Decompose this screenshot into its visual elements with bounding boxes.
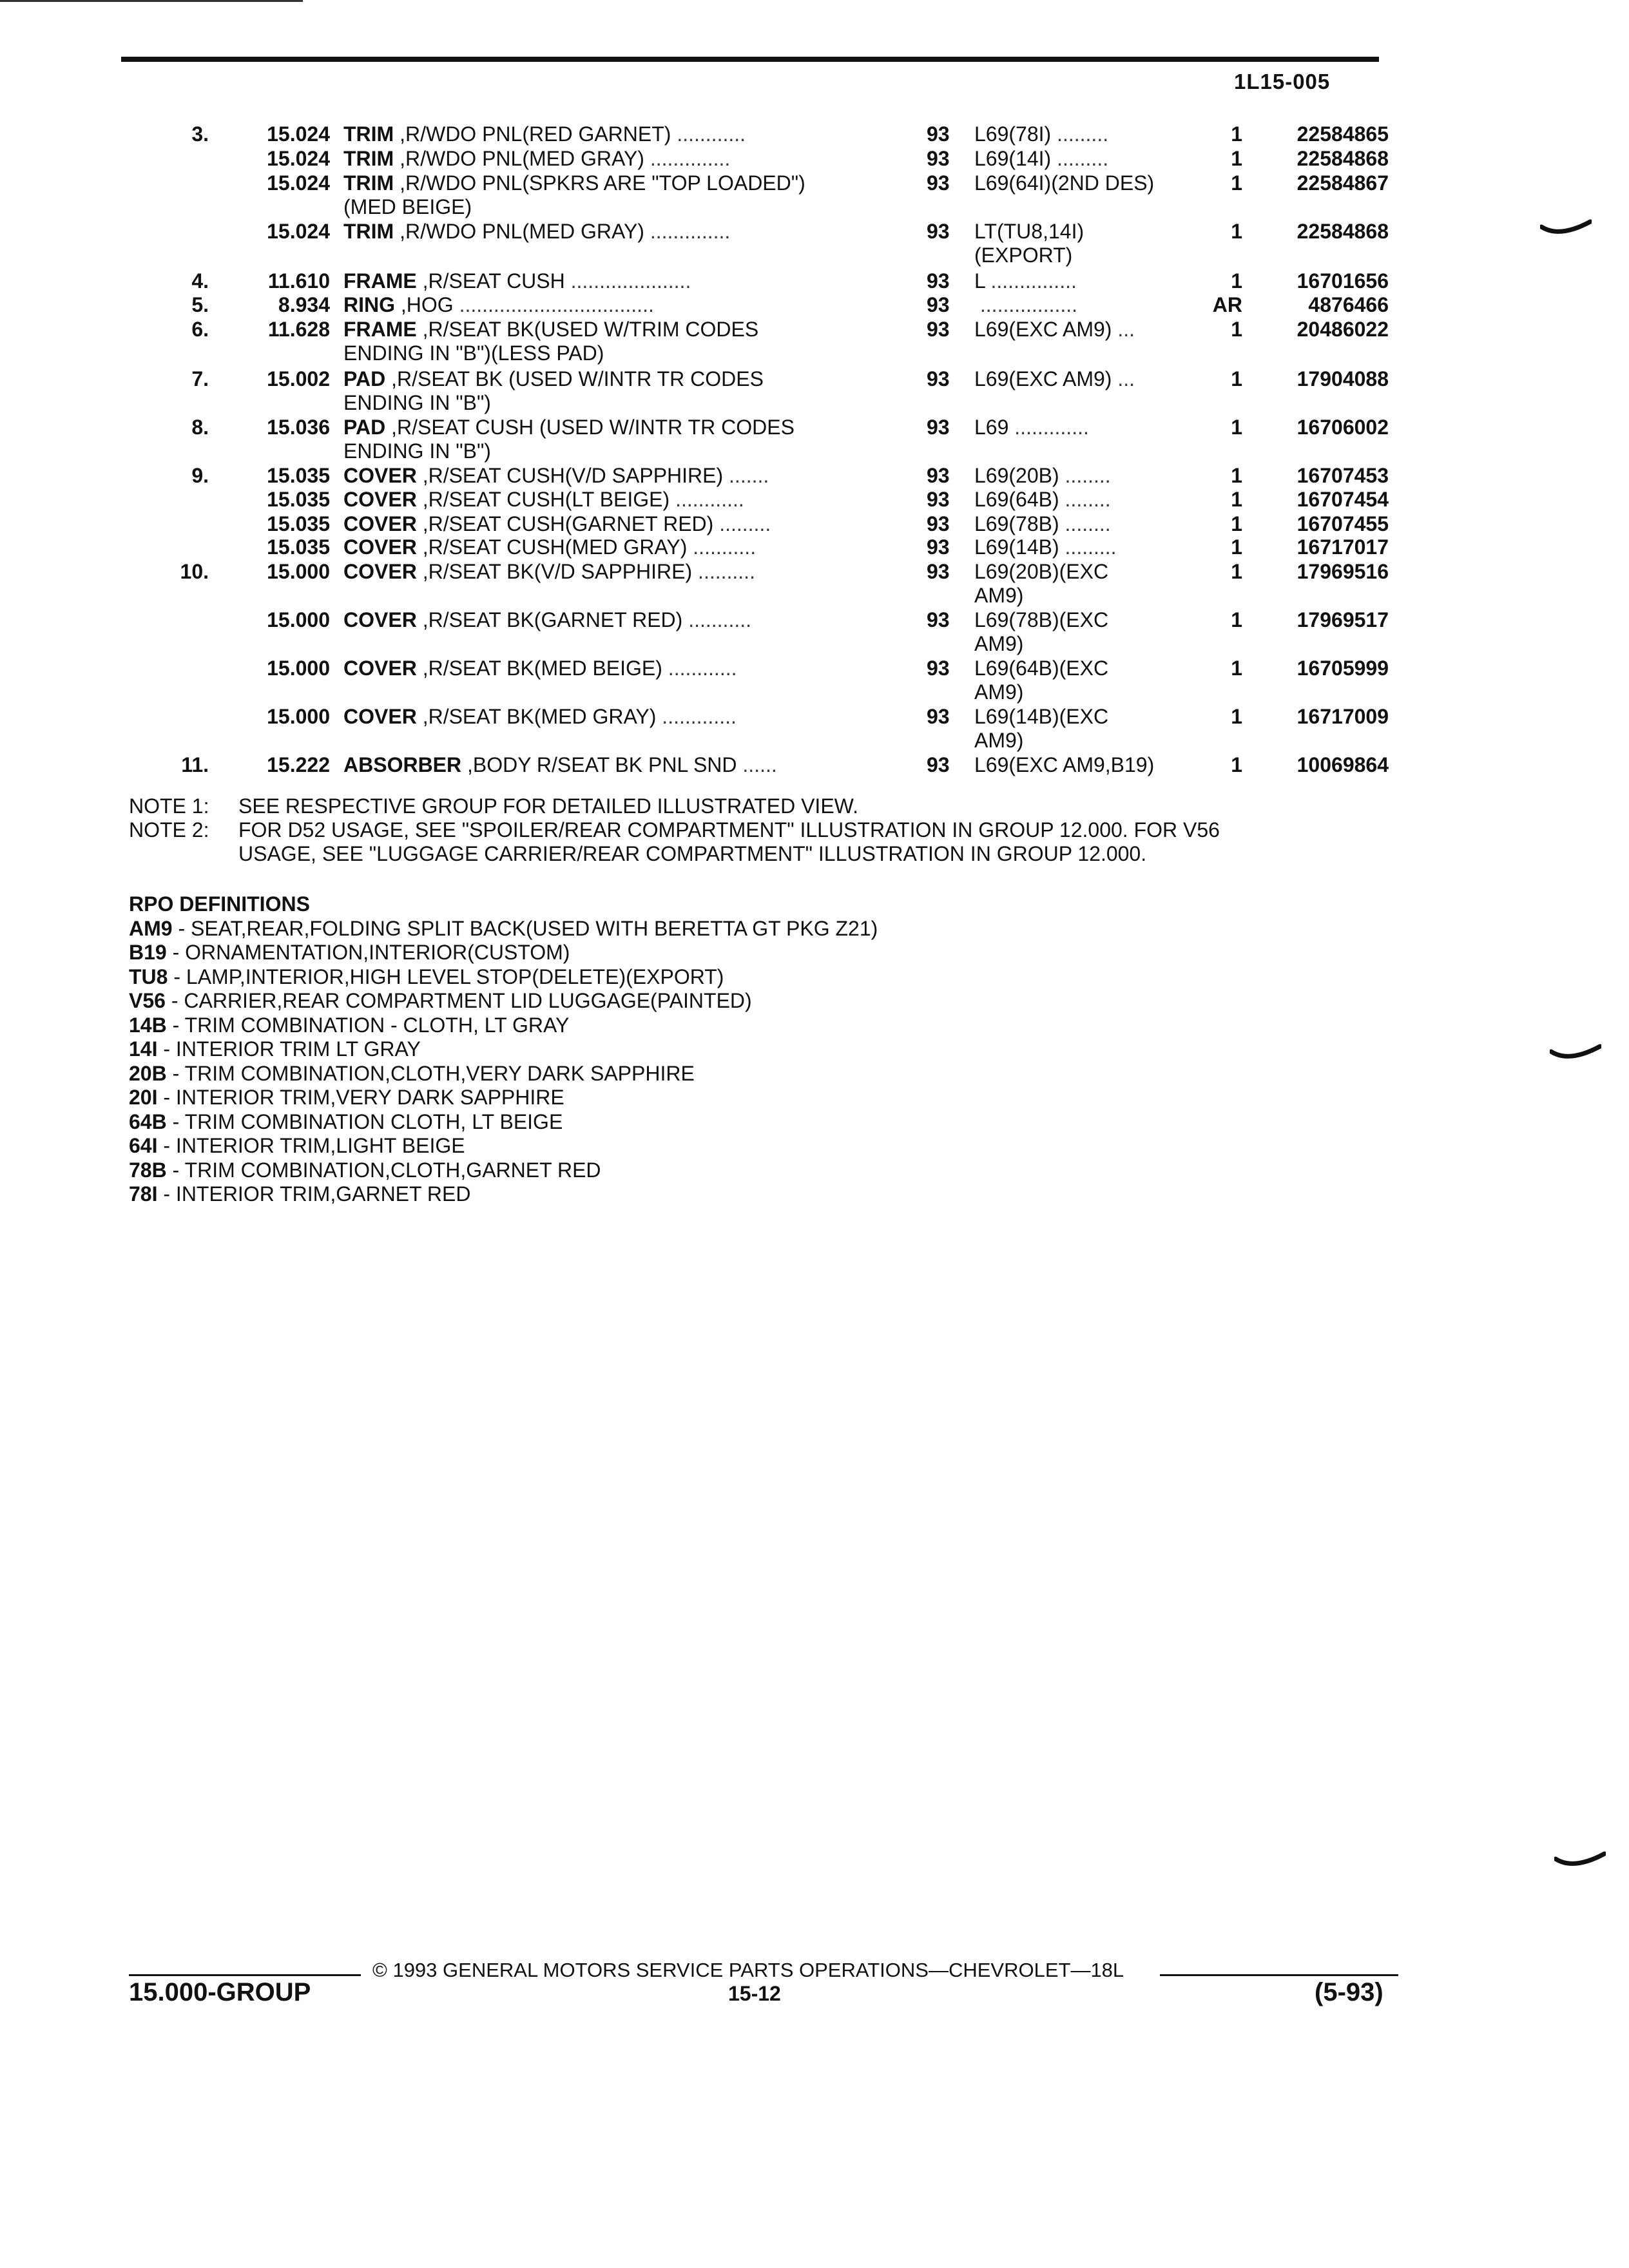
part-ref: 4. bbox=[191, 269, 209, 293]
rpo-code: 78I bbox=[129, 1182, 158, 1206]
model-code: L69(78I) bbox=[974, 122, 1052, 146]
part-number: 10069864 bbox=[1296, 753, 1389, 776]
model-code: L69(20B)(EXC AM9) bbox=[974, 560, 1109, 607]
part-description bbox=[343, 220, 882, 244]
footer-rule-right bbox=[1160, 1974, 1398, 1976]
part-group: 15.024 bbox=[267, 122, 330, 146]
leader-dots: ................. bbox=[974, 293, 1078, 316]
part-description bbox=[343, 753, 882, 777]
rpo-item bbox=[129, 941, 1224, 965]
part-year: 93 bbox=[927, 147, 950, 170]
part-ref: 8. bbox=[191, 416, 209, 439]
rpo-item bbox=[129, 1037, 1224, 1062]
part-name: RING bbox=[343, 293, 395, 316]
part-detail: ,R/SEAT CUSH(LT BEIGE) bbox=[416, 488, 670, 511]
part-year: 93 bbox=[927, 367, 950, 390]
part-number: 16701656 bbox=[1296, 269, 1389, 293]
part-group: 15.000 bbox=[267, 657, 330, 680]
rpo-code: AM9 bbox=[129, 916, 173, 940]
part-number: 16717009 bbox=[1296, 705, 1389, 728]
rpo-item bbox=[129, 1134, 1224, 1158]
part-detail: ,R/SEAT CUSH(GARNET RED) bbox=[416, 512, 714, 535]
rpo-item bbox=[129, 917, 1224, 941]
part-model bbox=[974, 293, 1197, 317]
part-group: 15.024 bbox=[267, 220, 330, 243]
rpo-item bbox=[129, 1110, 1224, 1135]
part-group: 15.024 bbox=[267, 147, 330, 170]
part-model bbox=[974, 488, 1197, 512]
leader-dots: ............. bbox=[656, 705, 737, 728]
part-number: 17969516 bbox=[1296, 560, 1389, 583]
leader-dots: .......... bbox=[692, 560, 755, 583]
part-detail: ,R/SEAT BK (USED W/INTR TR CODES ENDING IN "B") bbox=[343, 367, 764, 414]
part-group: 15.024 bbox=[267, 171, 330, 195]
part-detail: ,R/SEAT CUSH(V/D SAPPHIRE) bbox=[416, 464, 724, 487]
part-name: COVER bbox=[343, 560, 417, 583]
model-code: L69(20B) bbox=[974, 464, 1059, 487]
rpo-text: - TRIM COMBINATION - CLOTH, LT GRAY bbox=[166, 1013, 570, 1037]
model-code: L bbox=[974, 269, 985, 293]
part-qty: 1 bbox=[1231, 488, 1242, 511]
part-detail: ,R/SEAT BK(USED W/TRIM CODES ENDING IN "B")(LESS PAD) bbox=[343, 318, 759, 365]
part-description bbox=[343, 147, 882, 171]
part-model bbox=[974, 705, 1197, 753]
rpo-code: 78B bbox=[129, 1158, 167, 1182]
part-description bbox=[343, 464, 882, 488]
part-description bbox=[343, 367, 882, 415]
part-qty: 1 bbox=[1231, 657, 1242, 680]
part-ref: 3. bbox=[191, 122, 209, 146]
part-model bbox=[974, 220, 1197, 267]
header-rule bbox=[121, 57, 1379, 62]
part-year: 93 bbox=[927, 753, 950, 776]
part-description bbox=[343, 293, 882, 317]
part-model bbox=[974, 147, 1197, 171]
page-code: 1L15-005 bbox=[1234, 70, 1331, 93]
rpo-definitions bbox=[129, 892, 1224, 1207]
leader-dots: ............ bbox=[671, 122, 746, 146]
part-qty: 1 bbox=[1231, 416, 1242, 439]
part-description bbox=[343, 560, 882, 584]
part-description bbox=[343, 122, 882, 146]
part-qty: 1 bbox=[1231, 560, 1242, 583]
note-text: FOR D52 USAGE, SEE "SPOILER/REAR COMPARTMENT" ILLUSTRATION IN GROUP 12.000. FOR V56 USAGE, SEE "LUGGAGE CARRIER/REAR COMPARTMENT" ILLUSTRATION IN GROUP 12.000. bbox=[238, 818, 1220, 865]
model-code: L69(64I)(2ND DES) bbox=[974, 171, 1155, 195]
part-detail: ,R/WDO PNL(MED GRAY) bbox=[394, 147, 644, 170]
part-year: 93 bbox=[927, 318, 950, 341]
part-number: 16717017 bbox=[1296, 535, 1389, 559]
part-name: FRAME bbox=[343, 318, 417, 341]
rpo-item bbox=[129, 1062, 1224, 1086]
part-year: 93 bbox=[927, 657, 950, 680]
leader-dots: ......... bbox=[713, 512, 771, 535]
part-detail: ,R/SEAT BK(V/D SAPPHIRE) bbox=[416, 560, 693, 583]
rpo-list bbox=[129, 917, 1224, 1207]
part-group: 15.000 bbox=[267, 608, 330, 631]
part-model bbox=[974, 535, 1197, 559]
part-description bbox=[343, 608, 882, 632]
part-model bbox=[974, 269, 1197, 293]
part-qty: 1 bbox=[1231, 269, 1242, 293]
rpo-item bbox=[129, 1014, 1224, 1038]
leader-dots: ... bbox=[1112, 318, 1135, 341]
binder-tick-mark-icon bbox=[1540, 219, 1592, 238]
footer-page-number: 15-12 bbox=[728, 1982, 781, 2005]
leader-dots: .............. bbox=[644, 220, 731, 243]
model-code: L69(14B)(EXC AM9) bbox=[974, 705, 1109, 752]
model-code: L69(64B)(EXC AM9) bbox=[974, 657, 1109, 704]
part-detail: ,R/SEAT BK(MED GRAY) bbox=[416, 705, 657, 728]
part-group: 15.035 bbox=[267, 464, 330, 487]
part-name: TRIM bbox=[343, 147, 394, 170]
part-qty: 1 bbox=[1231, 512, 1242, 535]
leader-dots: ......... bbox=[1051, 122, 1109, 146]
part-name: COVER bbox=[343, 608, 417, 631]
part-number: 17969517 bbox=[1296, 608, 1389, 631]
part-qty: 1 bbox=[1231, 122, 1242, 146]
model-code: L69(14I) bbox=[974, 147, 1052, 170]
part-group: 15.035 bbox=[267, 512, 330, 535]
binder-tick-mark-icon bbox=[1550, 1044, 1601, 1063]
part-model bbox=[974, 608, 1197, 656]
part-year: 93 bbox=[927, 512, 950, 535]
part-model bbox=[974, 560, 1197, 608]
part-number: 16707454 bbox=[1296, 488, 1389, 511]
part-name: TRIM bbox=[343, 171, 394, 195]
model-code: L69(EXC AM9,B19) bbox=[974, 753, 1155, 776]
part-name: COVER bbox=[343, 464, 417, 487]
rpo-text: - INTERIOR TRIM,VERY DARK SAPPHIRE bbox=[157, 1086, 564, 1109]
part-name: ABSORBER bbox=[343, 753, 462, 776]
part-detail: ,R/WDO PNL(RED GARNET) bbox=[394, 122, 671, 146]
part-number: 16706002 bbox=[1296, 416, 1389, 439]
part-detail: ,BODY R/SEAT BK PNL SND bbox=[461, 753, 737, 776]
part-number: 22584865 bbox=[1296, 122, 1389, 146]
rpo-text: - ORNAMENTATION,INTERIOR(CUSTOM) bbox=[166, 941, 570, 964]
part-number: 22584868 bbox=[1296, 147, 1389, 170]
part-ref: 9. bbox=[191, 464, 209, 487]
part-ref: 11. bbox=[181, 753, 209, 776]
rpo-code: B19 bbox=[129, 941, 167, 964]
leader-dots: ........... bbox=[682, 608, 751, 631]
leader-dots: ..................... bbox=[564, 269, 691, 293]
part-name: TRIM bbox=[343, 122, 394, 146]
part-description bbox=[343, 535, 882, 559]
model-code: L69(78B) bbox=[974, 512, 1059, 535]
rpo-text: - INTERIOR TRIM,LIGHT BEIGE bbox=[157, 1134, 465, 1157]
part-detail: ,R/SEAT CUSH (USED W/INTR TR CODES ENDING IN "B") bbox=[343, 416, 795, 463]
rpo-title: RPO DEFINITIONS bbox=[129, 892, 310, 916]
part-year: 93 bbox=[927, 608, 950, 631]
part-detail: ,R/SEAT CUSH bbox=[416, 269, 565, 293]
part-model bbox=[974, 512, 1197, 536]
part-year: 93 bbox=[927, 293, 950, 316]
leader-dots: ....... bbox=[723, 464, 769, 487]
leader-dots: ........ bbox=[1059, 464, 1111, 487]
part-name: FRAME bbox=[343, 269, 417, 293]
note-text: SEE RESPECTIVE GROUP FOR DETAILED ILLUSTRATED VIEW. bbox=[238, 794, 858, 818]
leader-dots: ......... bbox=[1059, 535, 1117, 559]
note-2 bbox=[129, 818, 1418, 866]
part-description bbox=[343, 416, 882, 463]
rpo-code: 20B bbox=[129, 1061, 167, 1085]
rpo-text: - INTERIOR TRIM,GARNET RED bbox=[157, 1182, 471, 1206]
leader-dots: .............. bbox=[644, 147, 731, 170]
rpo-code: TU8 bbox=[129, 965, 168, 988]
part-number: 22584868 bbox=[1296, 220, 1389, 243]
part-detail: ,R/WDO PNL(SPKRS ARE "TOP LOADED") (MED BEIGE) bbox=[343, 171, 805, 218]
part-group: 11.610 bbox=[267, 269, 330, 293]
model-code: L69 bbox=[974, 416, 1009, 439]
leader-dots: ......... bbox=[1051, 147, 1109, 170]
rpo-code: V56 bbox=[129, 989, 166, 1012]
part-year: 93 bbox=[927, 535, 950, 559]
rpo-item bbox=[129, 1182, 1224, 1207]
part-year: 93 bbox=[927, 220, 950, 243]
part-year: 93 bbox=[927, 705, 950, 728]
part-group: 15.000 bbox=[267, 705, 330, 728]
part-number: 4876466 bbox=[1308, 293, 1389, 316]
part-ref: 5. bbox=[191, 293, 209, 316]
part-group: 15.000 bbox=[267, 560, 330, 583]
part-ref: 6. bbox=[191, 318, 209, 341]
part-description bbox=[343, 657, 882, 680]
footer-group: 15.000-GROUP bbox=[129, 1978, 311, 2006]
rpo-item bbox=[129, 1086, 1224, 1110]
rpo-code: 64B bbox=[129, 1110, 167, 1133]
part-qty: 1 bbox=[1231, 705, 1242, 728]
part-detail: ,R/SEAT BK(MED BEIGE) bbox=[416, 657, 662, 680]
rpo-text: - LAMP,INTERIOR,HIGH LEVEL STOP(DELETE)(EXPORT) bbox=[168, 965, 724, 988]
part-model bbox=[974, 318, 1197, 341]
leader-dots: ............. bbox=[1008, 416, 1089, 439]
rpo-item bbox=[129, 989, 1224, 1014]
part-group: 15.035 bbox=[267, 535, 330, 559]
part-qty: 1 bbox=[1231, 608, 1242, 631]
binder-tick-mark-icon bbox=[1554, 1851, 1606, 1870]
part-name: COVER bbox=[343, 657, 417, 680]
part-qty: 1 bbox=[1231, 753, 1242, 776]
rpo-text: - CARRIER,REAR COMPARTMENT LID LUGGAGE(PAINTED) bbox=[165, 989, 752, 1012]
part-name: COVER bbox=[343, 705, 417, 728]
part-group: 15.222 bbox=[267, 753, 330, 776]
footer-date: (5-93) bbox=[1315, 1978, 1383, 2006]
part-name: COVER bbox=[343, 512, 417, 535]
leader-dots: ............ bbox=[662, 657, 737, 680]
part-model bbox=[974, 657, 1197, 704]
part-name: PAD bbox=[343, 367, 386, 390]
part-group: 11.628 bbox=[267, 318, 330, 341]
part-year: 93 bbox=[927, 122, 950, 146]
part-qty: 1 bbox=[1231, 318, 1242, 341]
part-number: 17904088 bbox=[1296, 367, 1389, 390]
part-number: 16707455 bbox=[1296, 512, 1389, 535]
part-detail: ,R/SEAT BK(GARNET RED) bbox=[416, 608, 683, 631]
part-detail: ,R/SEAT CUSH(MED GRAY) bbox=[416, 535, 688, 559]
model-code: L69(EXC AM9) bbox=[974, 367, 1112, 390]
part-description bbox=[343, 488, 882, 512]
part-qty: 1 bbox=[1231, 147, 1242, 170]
part-detail: ,HOG bbox=[395, 293, 454, 316]
part-name: TRIM bbox=[343, 220, 394, 243]
model-code: LT(TU8,14I) (EXPORT) bbox=[974, 220, 1084, 267]
part-qty: 1 bbox=[1231, 367, 1242, 390]
part-qty: 1 bbox=[1231, 535, 1242, 559]
part-group: 8.934 bbox=[278, 293, 330, 316]
leader-dots: ............ bbox=[670, 488, 744, 511]
rpo-text: - TRIM COMBINATION CLOTH, LT BEIGE bbox=[166, 1110, 563, 1133]
rpo-text: - INTERIOR TRIM LT GRAY bbox=[157, 1037, 421, 1061]
part-year: 93 bbox=[927, 416, 950, 439]
part-year: 93 bbox=[927, 488, 950, 511]
part-model bbox=[974, 122, 1197, 146]
part-detail: ,R/WDO PNL(MED GRAY) bbox=[394, 220, 644, 243]
rpo-code: 14B bbox=[129, 1013, 167, 1037]
part-group: 15.036 bbox=[267, 416, 330, 439]
part-group: 15.002 bbox=[267, 367, 330, 390]
model-code: L69(14B) bbox=[974, 535, 1059, 559]
part-model bbox=[974, 416, 1197, 439]
note-label: NOTE 1: bbox=[129, 794, 209, 818]
leader-dots: ........... bbox=[687, 535, 757, 559]
part-description bbox=[343, 318, 882, 365]
footer-rule-left bbox=[129, 1974, 361, 1976]
part-model bbox=[974, 464, 1197, 488]
part-year: 93 bbox=[927, 560, 950, 583]
part-number: 22584867 bbox=[1296, 171, 1389, 195]
rpo-code: 64I bbox=[129, 1134, 158, 1157]
part-ref: 7. bbox=[191, 367, 209, 390]
note-1 bbox=[129, 794, 1418, 818]
part-qty: 1 bbox=[1231, 171, 1242, 195]
top-edge-line bbox=[0, 0, 303, 2]
model-code: L69(78B)(EXC AM9) bbox=[974, 608, 1109, 655]
leader-dots: ... bbox=[1112, 367, 1135, 390]
leader-dots: ...... bbox=[737, 753, 777, 776]
part-ref: 10. bbox=[180, 560, 209, 583]
part-model bbox=[974, 367, 1197, 391]
notes-section bbox=[129, 794, 1418, 866]
part-qty: 1 bbox=[1231, 220, 1242, 243]
part-description bbox=[343, 512, 882, 536]
part-year: 93 bbox=[927, 171, 950, 195]
leader-dots: ............... bbox=[985, 269, 1077, 293]
part-model bbox=[974, 171, 1197, 195]
part-number: 16705999 bbox=[1296, 657, 1389, 680]
footer-copyright: © 1993 GENERAL MOTORS SERVICE PARTS OPERATIONS—CHEVROLET—18L bbox=[372, 1959, 1124, 1981]
part-description bbox=[343, 171, 882, 219]
rpo-text: - SEAT,REAR,FOLDING SPLIT BACK(USED WITH BERETTA GT PKG Z21) bbox=[172, 916, 878, 940]
part-year: 93 bbox=[927, 269, 950, 293]
part-group: 15.035 bbox=[267, 488, 330, 511]
part-description bbox=[343, 705, 882, 729]
rpo-item bbox=[129, 965, 1224, 990]
note-label: NOTE 2: bbox=[129, 818, 209, 841]
part-qty: 1 bbox=[1231, 464, 1242, 487]
part-name: COVER bbox=[343, 535, 417, 559]
part-number: 20486022 bbox=[1296, 318, 1389, 341]
model-code: L69(64B) bbox=[974, 488, 1059, 511]
part-qty: AR bbox=[1212, 293, 1242, 316]
part-description bbox=[343, 269, 882, 293]
rpo-item bbox=[129, 1158, 1224, 1183]
rpo-text: - TRIM COMBINATION,CLOTH,VERY DARK SAPPHIRE bbox=[166, 1061, 695, 1085]
model-code: L69(EXC AM9) bbox=[974, 318, 1112, 341]
leader-dots: .................................. bbox=[453, 293, 654, 316]
part-model bbox=[974, 753, 1197, 777]
part-name: PAD bbox=[343, 416, 386, 439]
leader-dots: ........ bbox=[1059, 488, 1111, 511]
part-number: 16707453 bbox=[1296, 464, 1389, 487]
part-name: COVER bbox=[343, 488, 417, 511]
rpo-code: 14I bbox=[129, 1037, 158, 1061]
leader-dots: ........ bbox=[1059, 512, 1111, 535]
part-year: 93 bbox=[927, 464, 950, 487]
rpo-code: 20I bbox=[129, 1086, 158, 1109]
rpo-text: - TRIM COMBINATION,CLOTH,GARNET RED bbox=[166, 1158, 601, 1182]
